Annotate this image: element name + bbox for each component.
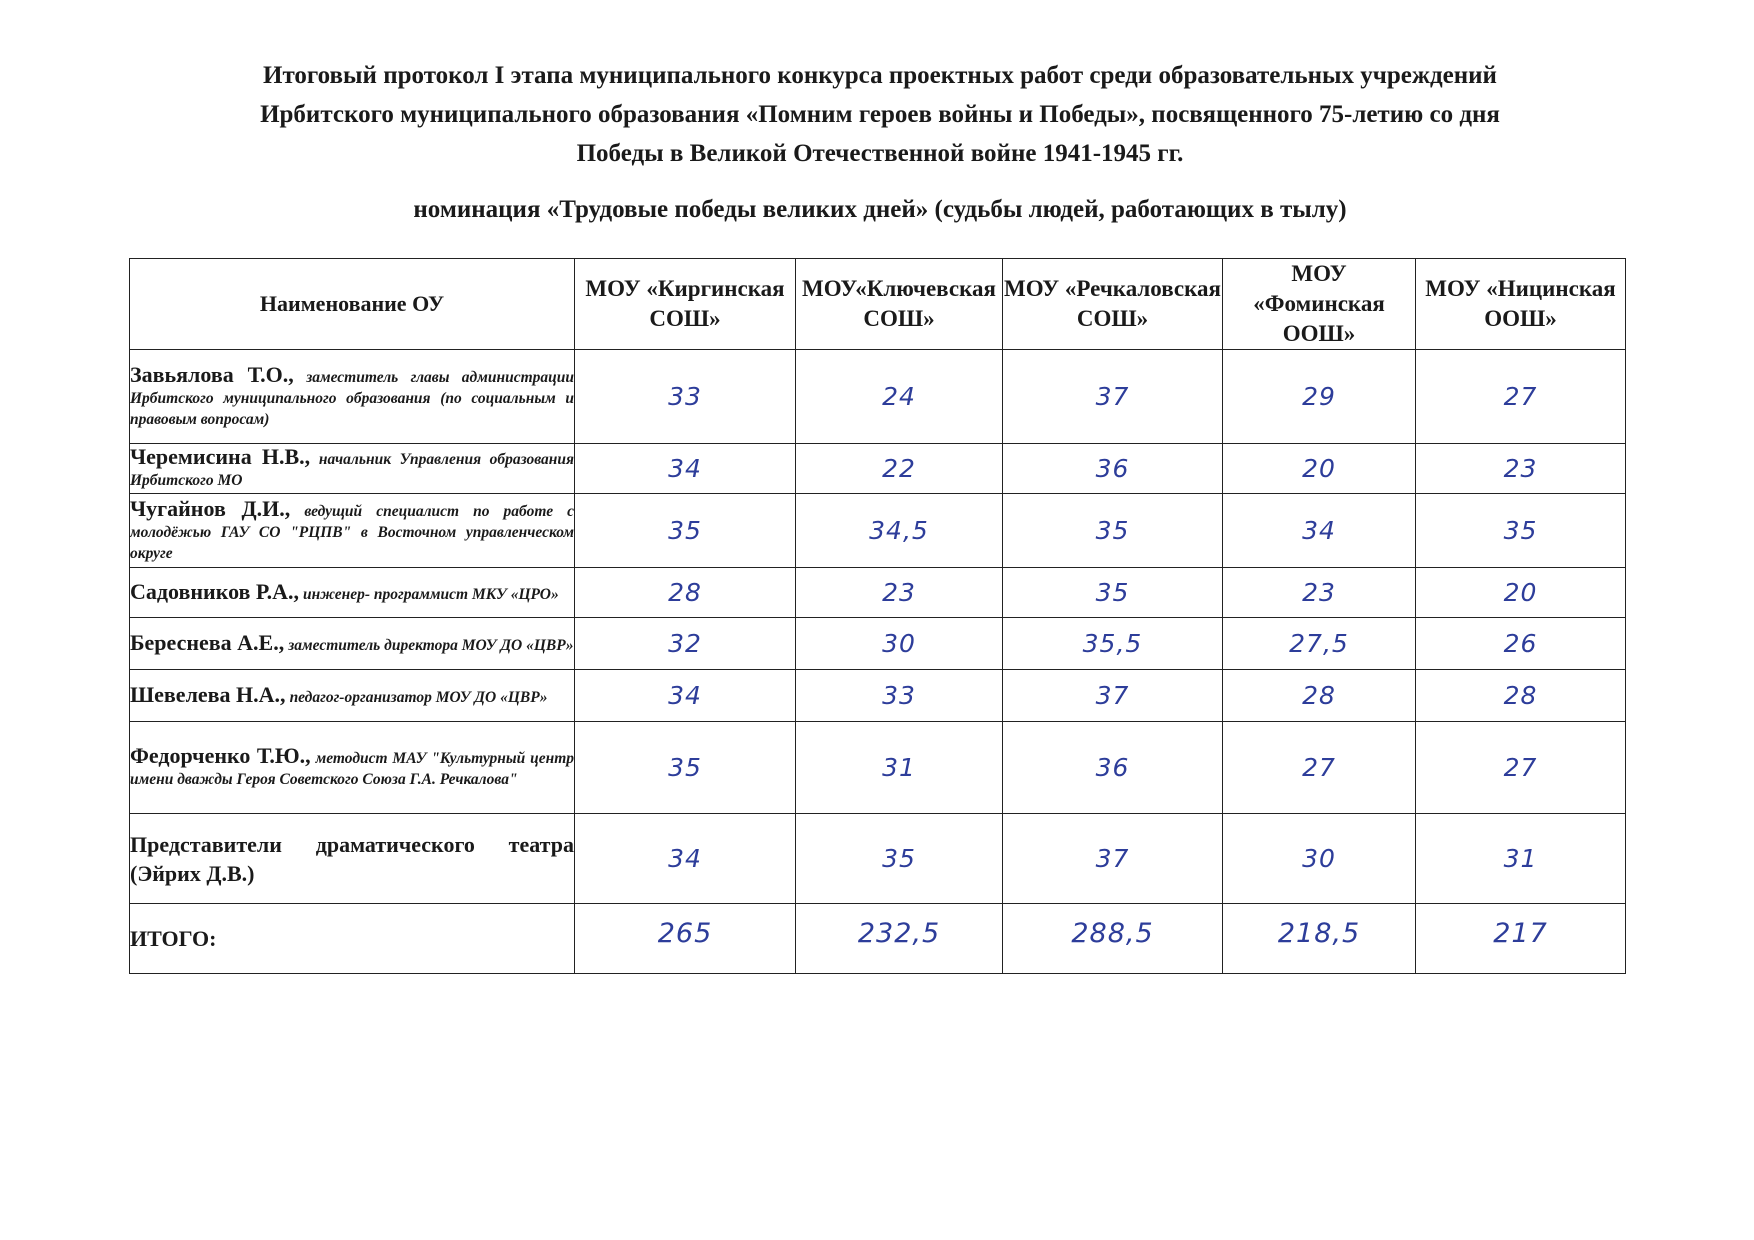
total-row [130,904,1626,974]
table-row [130,618,1626,670]
score-cell: 35,5 [1003,618,1223,670]
score-cell: 28 [1223,670,1416,722]
score-cell: 37 [1003,350,1223,444]
score-cell: 35 [1003,568,1223,618]
score-cell: 34 [575,814,796,904]
jury-member [130,568,575,618]
title-line-3: Победы в Великой Отечественной войне 1941-1945 гг. [576,140,1184,167]
jury-name: Садовников Р.А., [130,578,299,604]
table-row [130,568,1626,618]
results-table [129,258,1626,974]
jury-role: начальник Управления образования Ирбитского МО [130,451,574,489]
total-score-cell: 218,5 [1223,904,1416,974]
score-cell: 37 [1003,670,1223,722]
school-header-fominskaya: МОУ «Фоминская ООШ» [1223,259,1416,350]
score-cell: 37 [1003,814,1223,904]
score-cell: 28 [575,568,796,618]
score-cell: 20 [1223,444,1416,494]
score-cell: 33 [575,350,796,444]
score-cell: 31 [1416,814,1626,904]
jury-member [130,670,575,722]
jury-role: инженер- программист МКУ «ЦРО» [303,585,559,603]
jury-member [130,444,575,494]
score-cell: 23 [796,568,1003,618]
total-label: ИТОГО: [130,904,575,974]
jury-role: заместитель директора МОУ ДО «ЦВР» [288,636,574,654]
table-row [130,350,1626,444]
score-cell: 22 [796,444,1003,494]
school-header-rechkalovskaya: МОУ «Речкаловская СОШ» [1003,259,1223,350]
score-cell: 24 [796,350,1003,444]
school-header-kirginskaya: МОУ «Киргинская СОШ» [575,259,796,350]
table-row [130,814,1626,904]
nomination-heading: номинация «Трудовые победы великих дней» (судьбы людей, работающих в тылу) [413,196,1347,223]
jury-role: заместитель главы администрации Ирбитского муниципального образования (по социальным и правовым вопросам) [130,368,574,428]
score-cell: 35 [1416,494,1626,568]
score-cell: 27,5 [1223,618,1416,670]
score-cell: 34 [1223,494,1416,568]
school-header-nitsinskaya: МОУ «Ницинская ООШ» [1416,259,1626,350]
score-cell: 23 [1223,568,1416,618]
total-score-cell: 217 [1416,904,1626,974]
title-line-1: Итоговый протокол I этапа муниципального конкурса проектных работ среди образовательных учреждений [263,62,1497,89]
score-cell: 35 [575,722,796,814]
score-cell: 27 [1416,350,1626,444]
score-cell: 35 [575,494,796,568]
score-cell: 31 [796,722,1003,814]
total-score-cell: 232,5 [796,904,1003,974]
score-cell: 35 [1003,494,1223,568]
score-cell: 34 [575,444,796,494]
score-cell: 23 [1416,444,1626,494]
total-score-cell: 265 [575,904,796,974]
score-cell: 34 [575,670,796,722]
jury-name: Федорченко Т.Ю., [130,743,311,768]
total-score-cell: 288,5 [1003,904,1223,974]
name-column-header: Наименование ОУ [130,259,575,350]
jury-name: Чугайнов Д.И., [130,495,291,521]
document-title [120,56,1640,173]
table-row [130,494,1626,568]
jury-member [130,350,575,444]
jury-role: ведущий специалист по работе с молодёжью ГАУ СО "РЦПВ" в Восточном управленческом округе [130,502,574,562]
jury-name: Шевелева Н.А., [130,681,286,707]
title-line-2: Ирбитского муниципального образования «Помним героев войны и Победы», посвященного 75-летию со дня [260,101,1500,128]
jury-name: Береснева А.Е., [130,629,285,655]
jury-member [130,722,575,814]
score-cell: 27 [1223,722,1416,814]
score-cell: 32 [575,618,796,670]
jury-role: педагог-организатор МОУ ДО «ЦВР» [289,688,548,706]
table-row [130,670,1626,722]
jury-name: Завьялова Т.О., [130,361,294,387]
jury-member [130,494,575,568]
score-cell: 36 [1003,722,1223,814]
jury-name: Черемисина Н.В., [130,444,311,469]
header-row [130,259,1626,350]
score-cell: 29 [1223,350,1416,444]
score-cell: 28 [1416,670,1626,722]
score-cell: 30 [1223,814,1416,904]
jury-member [130,618,575,670]
table-row [130,722,1626,814]
score-cell: 34,5 [796,494,1003,568]
score-cell: 20 [1416,568,1626,618]
score-cell: 35 [796,814,1003,904]
table-row [130,444,1626,494]
score-cell: 33 [796,670,1003,722]
jury-role: методист МАУ "Культурный центр имени дважды Героя Советского Союза Г.А. Речкалова" [130,750,575,788]
score-cell: 30 [796,618,1003,670]
score-cell: 36 [1003,444,1223,494]
jury-member-theatre: Представители драматического театра (Эйрих Д.В.) [130,814,575,904]
score-cell: 26 [1416,618,1626,670]
school-header-klyuchevskaya: МОУ«Ключевская СОШ» [796,259,1003,350]
score-cell: 27 [1416,722,1626,814]
